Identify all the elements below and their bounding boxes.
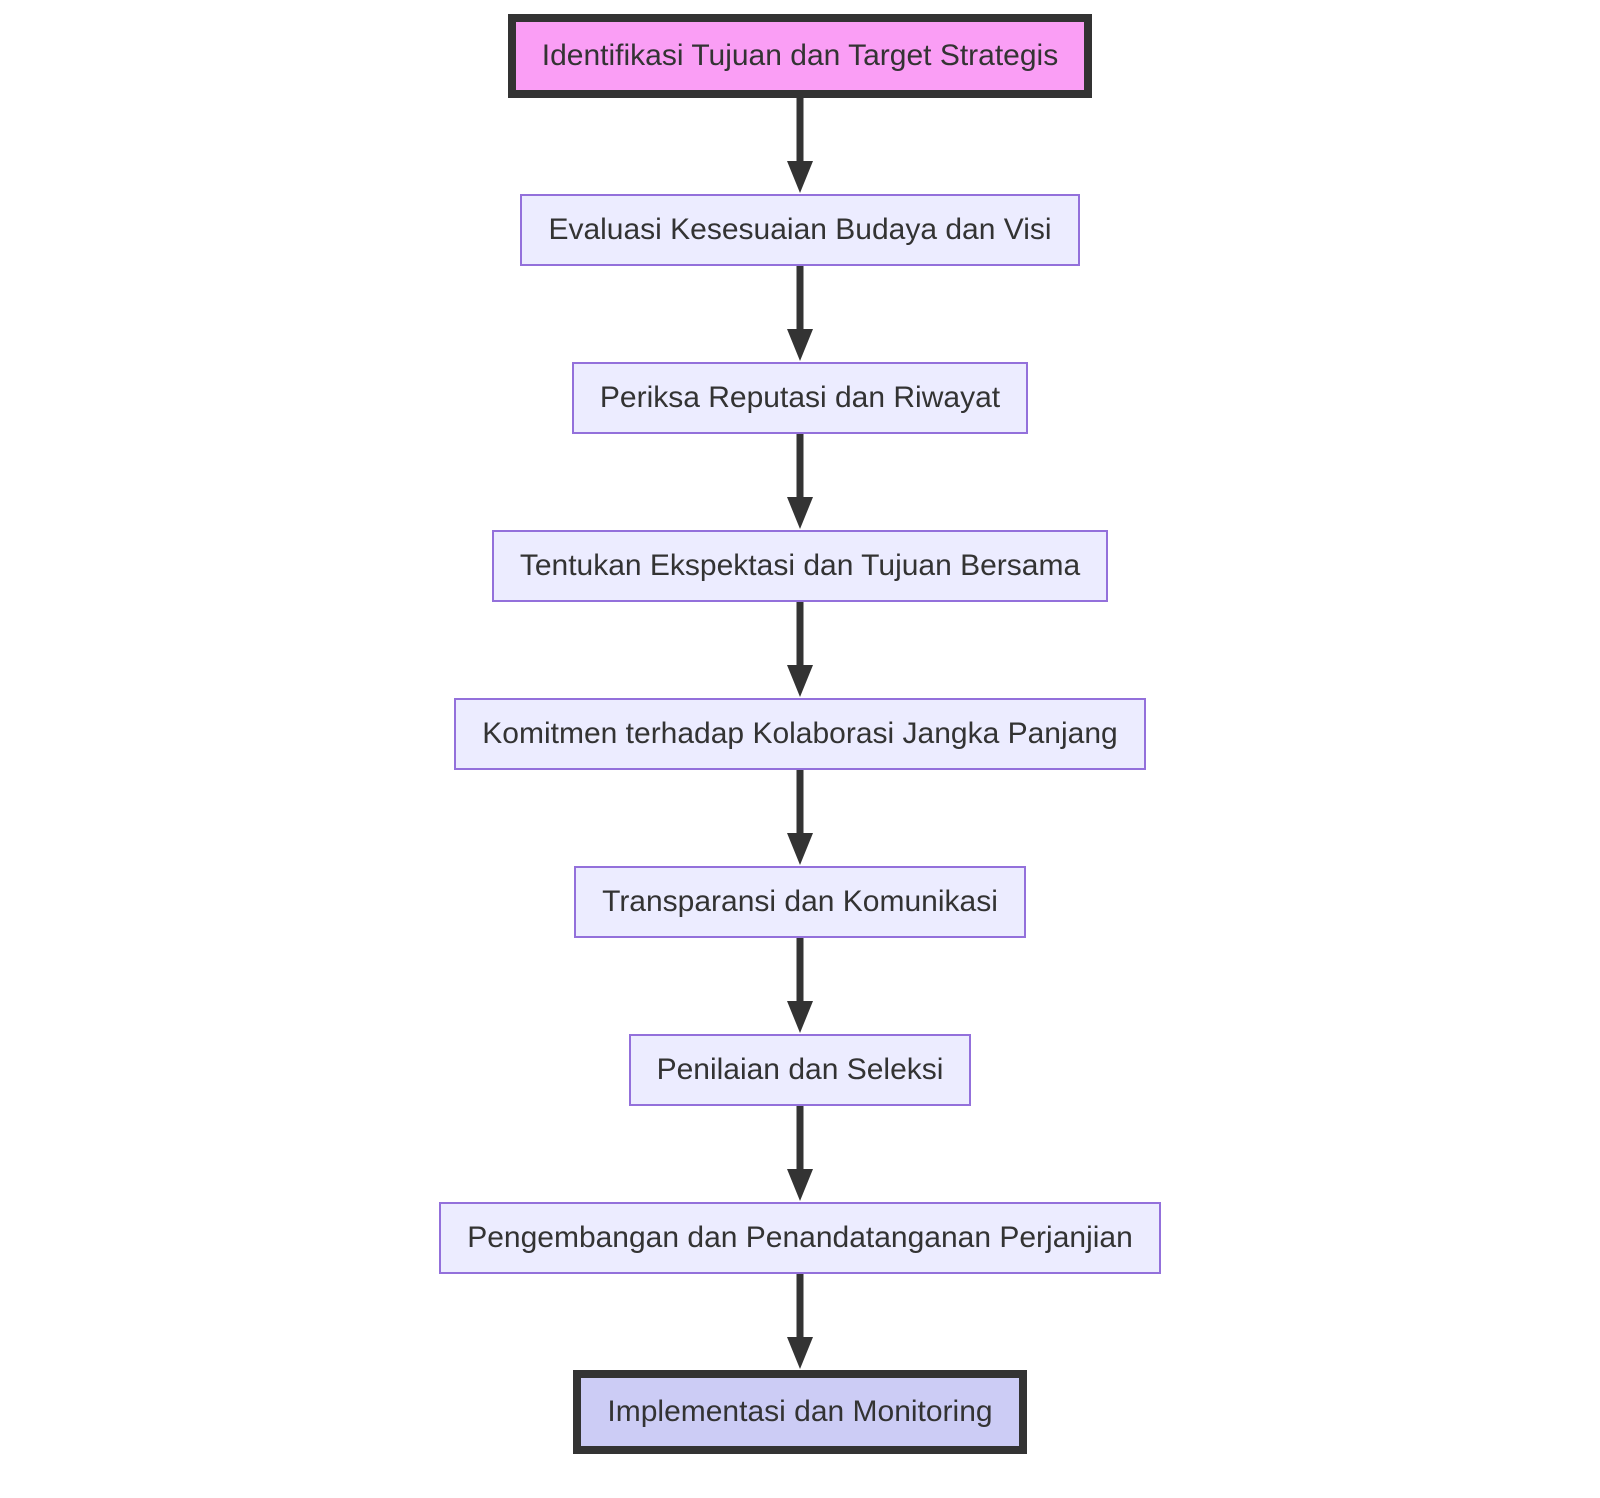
node-penilaian-seleksi: Penilaian dan Seleksi <box>629 1034 972 1106</box>
flow-arrow <box>778 266 822 362</box>
node-implementasi-monitoring: Implementasi dan Monitoring <box>573 1370 1026 1454</box>
node-identifikasi-tujuan: Identifikasi Tujuan dan Target Strategis <box>508 14 1092 98</box>
flow-arrow <box>778 770 822 866</box>
flow-arrow <box>778 938 822 1034</box>
flow-arrow <box>778 98 822 194</box>
flow-arrow <box>778 1274 822 1370</box>
node-periksa-reputasi-riwayat: Periksa Reputasi dan Riwayat <box>572 362 1028 434</box>
node-komitmen-kolaborasi: Komitmen terhadap Kolaborasi Jangka Panjang <box>454 698 1145 770</box>
node-pengembangan-perjanjian: Pengembangan dan Penandatanganan Perjanjian <box>439 1202 1161 1274</box>
flow-arrow <box>778 1106 822 1202</box>
node-tentukan-ekspektasi-tujuan: Tentukan Ekspektasi dan Tujuan Bersama <box>492 530 1108 602</box>
flow-arrow <box>778 602 822 698</box>
node-evaluasi-budaya-visi: Evaluasi Kesesuaian Budaya dan Visi <box>520 194 1079 266</box>
node-transparansi-komunikasi: Transparansi dan Komunikasi <box>574 866 1026 938</box>
flow-arrow <box>778 434 822 530</box>
